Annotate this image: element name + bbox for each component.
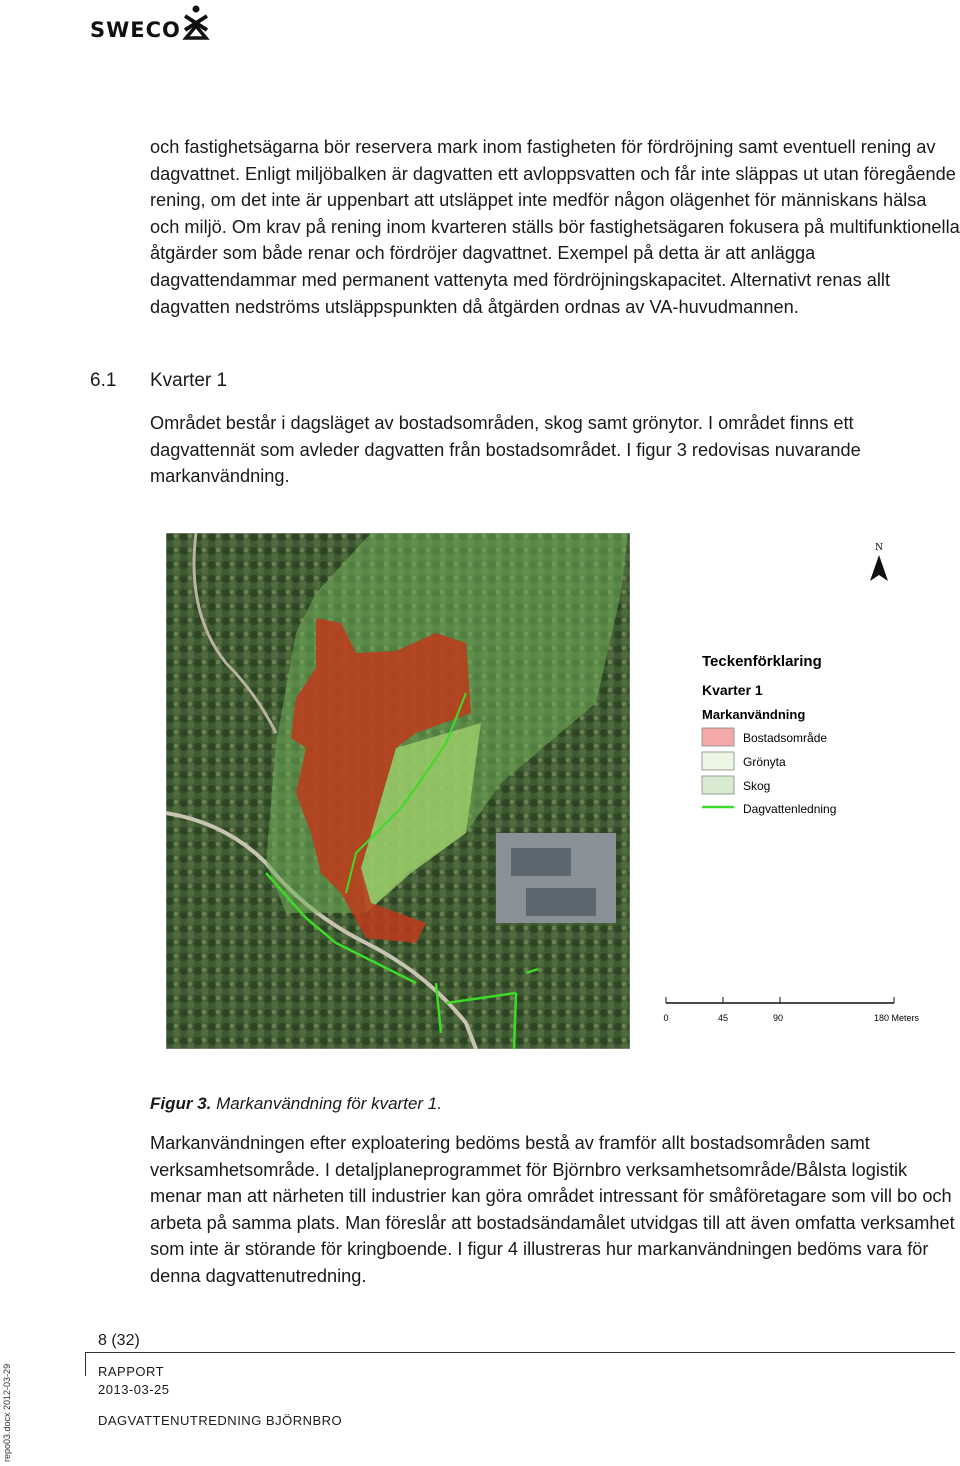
section-paragraph: Området består i dagsläget av bostadsområden, skog samt grönytor. I området finns ett dagvattennät som avleder dagvatten från bostadsområdet. I figur 3 redovisas nuvarande markanvändning. [150, 413, 861, 487]
legend-label-green: Grönyta [743, 755, 786, 769]
logo-text: SWECO [90, 18, 181, 42]
legend-title: Teckenförklaring [702, 653, 822, 670]
legend-label-pipe: Dagvattenledning [743, 802, 837, 816]
caption-text: Markanvändning för kvarter 1. [211, 1094, 442, 1113]
figure-caption [150, 1094, 442, 1114]
scale-label-45: 45 [717, 1013, 729, 1023]
page-number: 8 (32) [98, 1332, 140, 1349]
scale-label-90: 90 [772, 1013, 784, 1023]
legend-swatch-residential [702, 728, 734, 746]
caption-label: Figur 3. [150, 1094, 212, 1113]
legend-group: Markanvändning [702, 707, 806, 722]
intro-paragraph: och fastighetsägarna bör reservera mark inom fastigheten för fördröjning samt eventuell rening av dagvattnet. Enligt miljöbalken är dagvatten ett avloppsvatten och får inte släppas ut utan föregående rening, om det inte är uppenbart att utsläppet inte medför någon olägenhet för människans hälsa och miljö. Om krav på rening inom kvarteren ställs bör fastighetsägaren fokusera på multifunktionella åtgärder som både renar och fördröjer dagvattnet. Exempel på detta är att anlägga dagvattendammar med permanent vattenyta med fördröjningskapacitet. Alternativt renas allt dagvatten nedströms utsläppspunkten då åtgärden ordnas av VA-huvudmannen. [150, 137, 960, 317]
sweco-logo [90, 4, 220, 44]
section-title: Kvarter 1 [150, 370, 228, 391]
footer-date: 2013-03-25 [98, 1382, 170, 1397]
land-use-map [166, 533, 960, 1049]
footer-title: DAGVATTENUTREDNING BJÖRNBRO [98, 1413, 343, 1428]
legend-label-residential: Bostadsområde [743, 731, 828, 745]
section-number: 6.1 [90, 370, 117, 391]
template-id: repo03.docx 2012-03-29 [2, 1363, 12, 1462]
footer-doc-type: RAPPORT [98, 1364, 165, 1379]
footer-divider [85, 1352, 955, 1353]
closing-paragraph: Markanvändningen efter exploatering bedöms bestå av framför allt bostadsområden samt verksamhetsområde. I detaljplaneprogrammet för Björnbro verksamhetsområde/Bålsta logistik menar man att närheten till industrier kan göra området intressant för småföretagare som vill bo och arbeta på samma plats. Man föreslår att bostadsändamålet utvidgas till att även omfatta verksamhet som inte är störande för kringboende. I figur 4 illustreras hur markanvändningen bedöms vara för denna dagvattenutredning. [150, 1133, 955, 1286]
land-use-figure [166, 533, 960, 1049]
legend-swatch-green [702, 752, 734, 770]
scale-label-0: 0 [663, 1013, 669, 1023]
footer-divider-tick [85, 1352, 86, 1376]
sweco-star-icon [182, 4, 212, 42]
scale-label-180: 180 Meters [874, 1013, 920, 1023]
legend-swatch-forest [702, 776, 734, 794]
north-label: N [875, 543, 883, 553]
legend-subtitle: Kvarter 1 [702, 682, 763, 698]
legend-label-forest: Skog [743, 779, 771, 793]
